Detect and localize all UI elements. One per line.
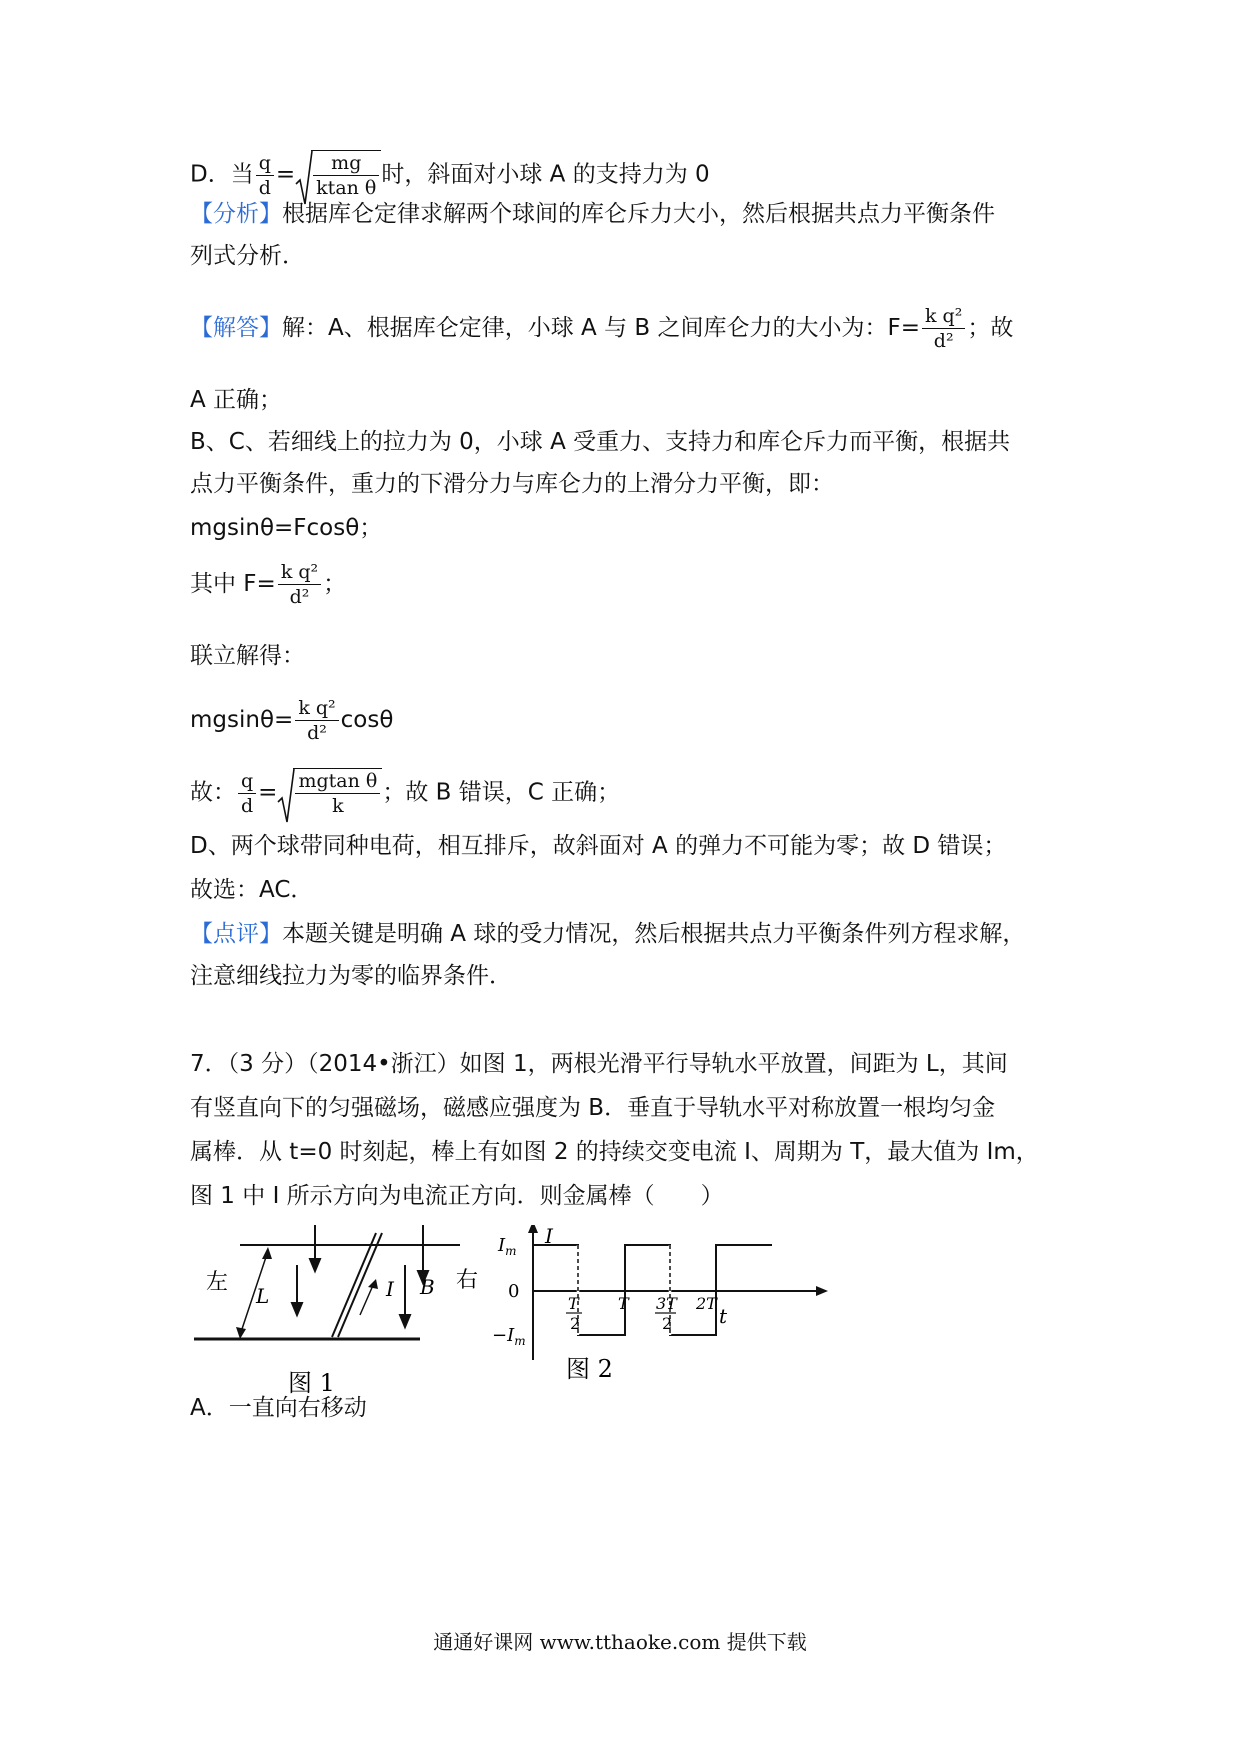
tick-t: T <box>618 1294 629 1313</box>
q7-line-2: 有竖直向下的匀强磁场，磁感应强度为 B．垂直于导轨水平对称放置一根均匀金 <box>190 1095 996 1121</box>
label-l: L <box>256 1284 270 1308</box>
tick-3t-half-num: 3T <box>656 1294 677 1313</box>
answer-bc-line-2: 点力平衡条件，重力的下滑分力与库仑力的上滑分力平衡，即： <box>190 471 834 497</box>
answer-d-line: D、两个球带同种电荷，相互排斥，故斜面对 A 的弹力不可能为零；故 D 错误； <box>190 833 1007 859</box>
tick-2t: 2T <box>696 1294 717 1313</box>
label-left: 左 <box>206 1270 229 1295</box>
answer-line-1: 【解答】解：A、根据库仑定律，小球 A 与 B 之间库仑力的大小为：F= $\frac{\text{k q²}}{\text{d²}}$ ；故 <box>190 305 1014 352</box>
combine-label: 联立解得： <box>190 643 305 669</box>
figure-2-current-graph <box>490 1225 830 1395</box>
result-equation: 故： $\frac{q}{d}$ = $\frac{\text{mgtan θ}}{k}$ ；故 B 错误，C 正确； <box>190 768 620 818</box>
option-d: D．当 $\frac{q}{d}$ = $\frac{mg}{\text{ktan θ}}$ 时，斜面对小球 A 的支持力为 0 <box>190 150 710 200</box>
q7-line-4: 图 1 中 I 所示方向为电流正方向．则金属棒（ ） <box>190 1183 724 1209</box>
equation-1: mgsinθ=Fcosθ； <box>190 515 383 541</box>
magnetic-field-arrows <box>292 1225 428 1327</box>
q7-line-1: 7．（3 分）（2014•浙江）如图 1，两根光滑平行导轨水平放置，间距为 L，其间 <box>190 1051 1008 1077</box>
label-current: I <box>386 1277 394 1301</box>
answer-a-correct: A 正确； <box>190 387 283 413</box>
sqrt-expression-2: $\frac{\text{mgtan θ}}{k}$ <box>277 768 382 818</box>
fraction-q-over-d: $\frac{q}{d}$ <box>256 151 274 200</box>
comment-line-1: 【点评】本题关键是明确 A 球的受力情况，然后根据共点力平衡条件列方程求解， <box>190 921 1026 947</box>
label-zero: 0 <box>508 1281 520 1302</box>
tick-t-half-num: T <box>568 1294 579 1313</box>
q7-line-3: 属棒．从 t=0 时刻起，棒上有如图 2 的持续交变电流 I、周期为 T，最大值为 Im， <box>190 1139 1039 1165</box>
radical-sign <box>277 768 295 824</box>
analysis-tag: 【分析】 <box>190 201 282 227</box>
label-b: B <box>420 1275 435 1299</box>
option-a: A．一直向右移动 <box>190 1395 367 1421</box>
fraction-kq2-d2: $\frac{\text{k q²}}{\text{d²}}$ <box>922 304 965 353</box>
footer-text: 通通好课网 www.tthaoke.com 提供下载 <box>433 1630 807 1654</box>
label-t-axis: t <box>719 1304 728 1328</box>
figure-1-rails-diagram <box>190 1225 490 1395</box>
metal-rod <box>332 1233 376 1337</box>
where-f-equation: 其中 F= $\frac{\text{k q²}}{\text{d²}}$ ； <box>190 561 347 608</box>
comment-tag: 【点评】 <box>190 921 282 947</box>
tick-t-half-den: 2 <box>570 1314 581 1333</box>
figure-2-caption: 图 2 <box>566 1355 613 1383</box>
analysis-line-2: 列式分析． <box>190 243 305 269</box>
label-im: $I_m$ <box>498 1235 517 1258</box>
answer-choice: 故选：AC． <box>190 877 314 903</box>
comment-line-2: 注意细线拉力为零的临界条件． <box>190 963 512 989</box>
sqrt-expression: $\frac{mg}{\text{ktan θ}}$ <box>295 150 381 200</box>
tick-3t-half-den: 2 <box>662 1314 673 1333</box>
figure-1-caption: 图 1 <box>288 1369 335 1395</box>
analysis-line-1: 【分析】根据库仑定律求解两个球间的库仑斥力大小，然后根据共点力平衡条件 <box>190 201 995 227</box>
label-i-axis: I <box>545 1225 553 1248</box>
equation-2: mgsinθ= $\frac{\text{k q²}}{\text{d²}}$ cosθ <box>190 697 394 744</box>
answer-tag: 【解答】 <box>190 315 282 341</box>
label-neg-im: $-I_m$ <box>492 1325 526 1348</box>
answer-bc-line-1: B、C、若细线上的拉力为 0，小球 A 受重力、支持力和库仑斥力而平衡，根据共 <box>190 429 1011 455</box>
current-arrow <box>360 1283 374 1315</box>
label-right: 右 <box>456 1268 479 1293</box>
